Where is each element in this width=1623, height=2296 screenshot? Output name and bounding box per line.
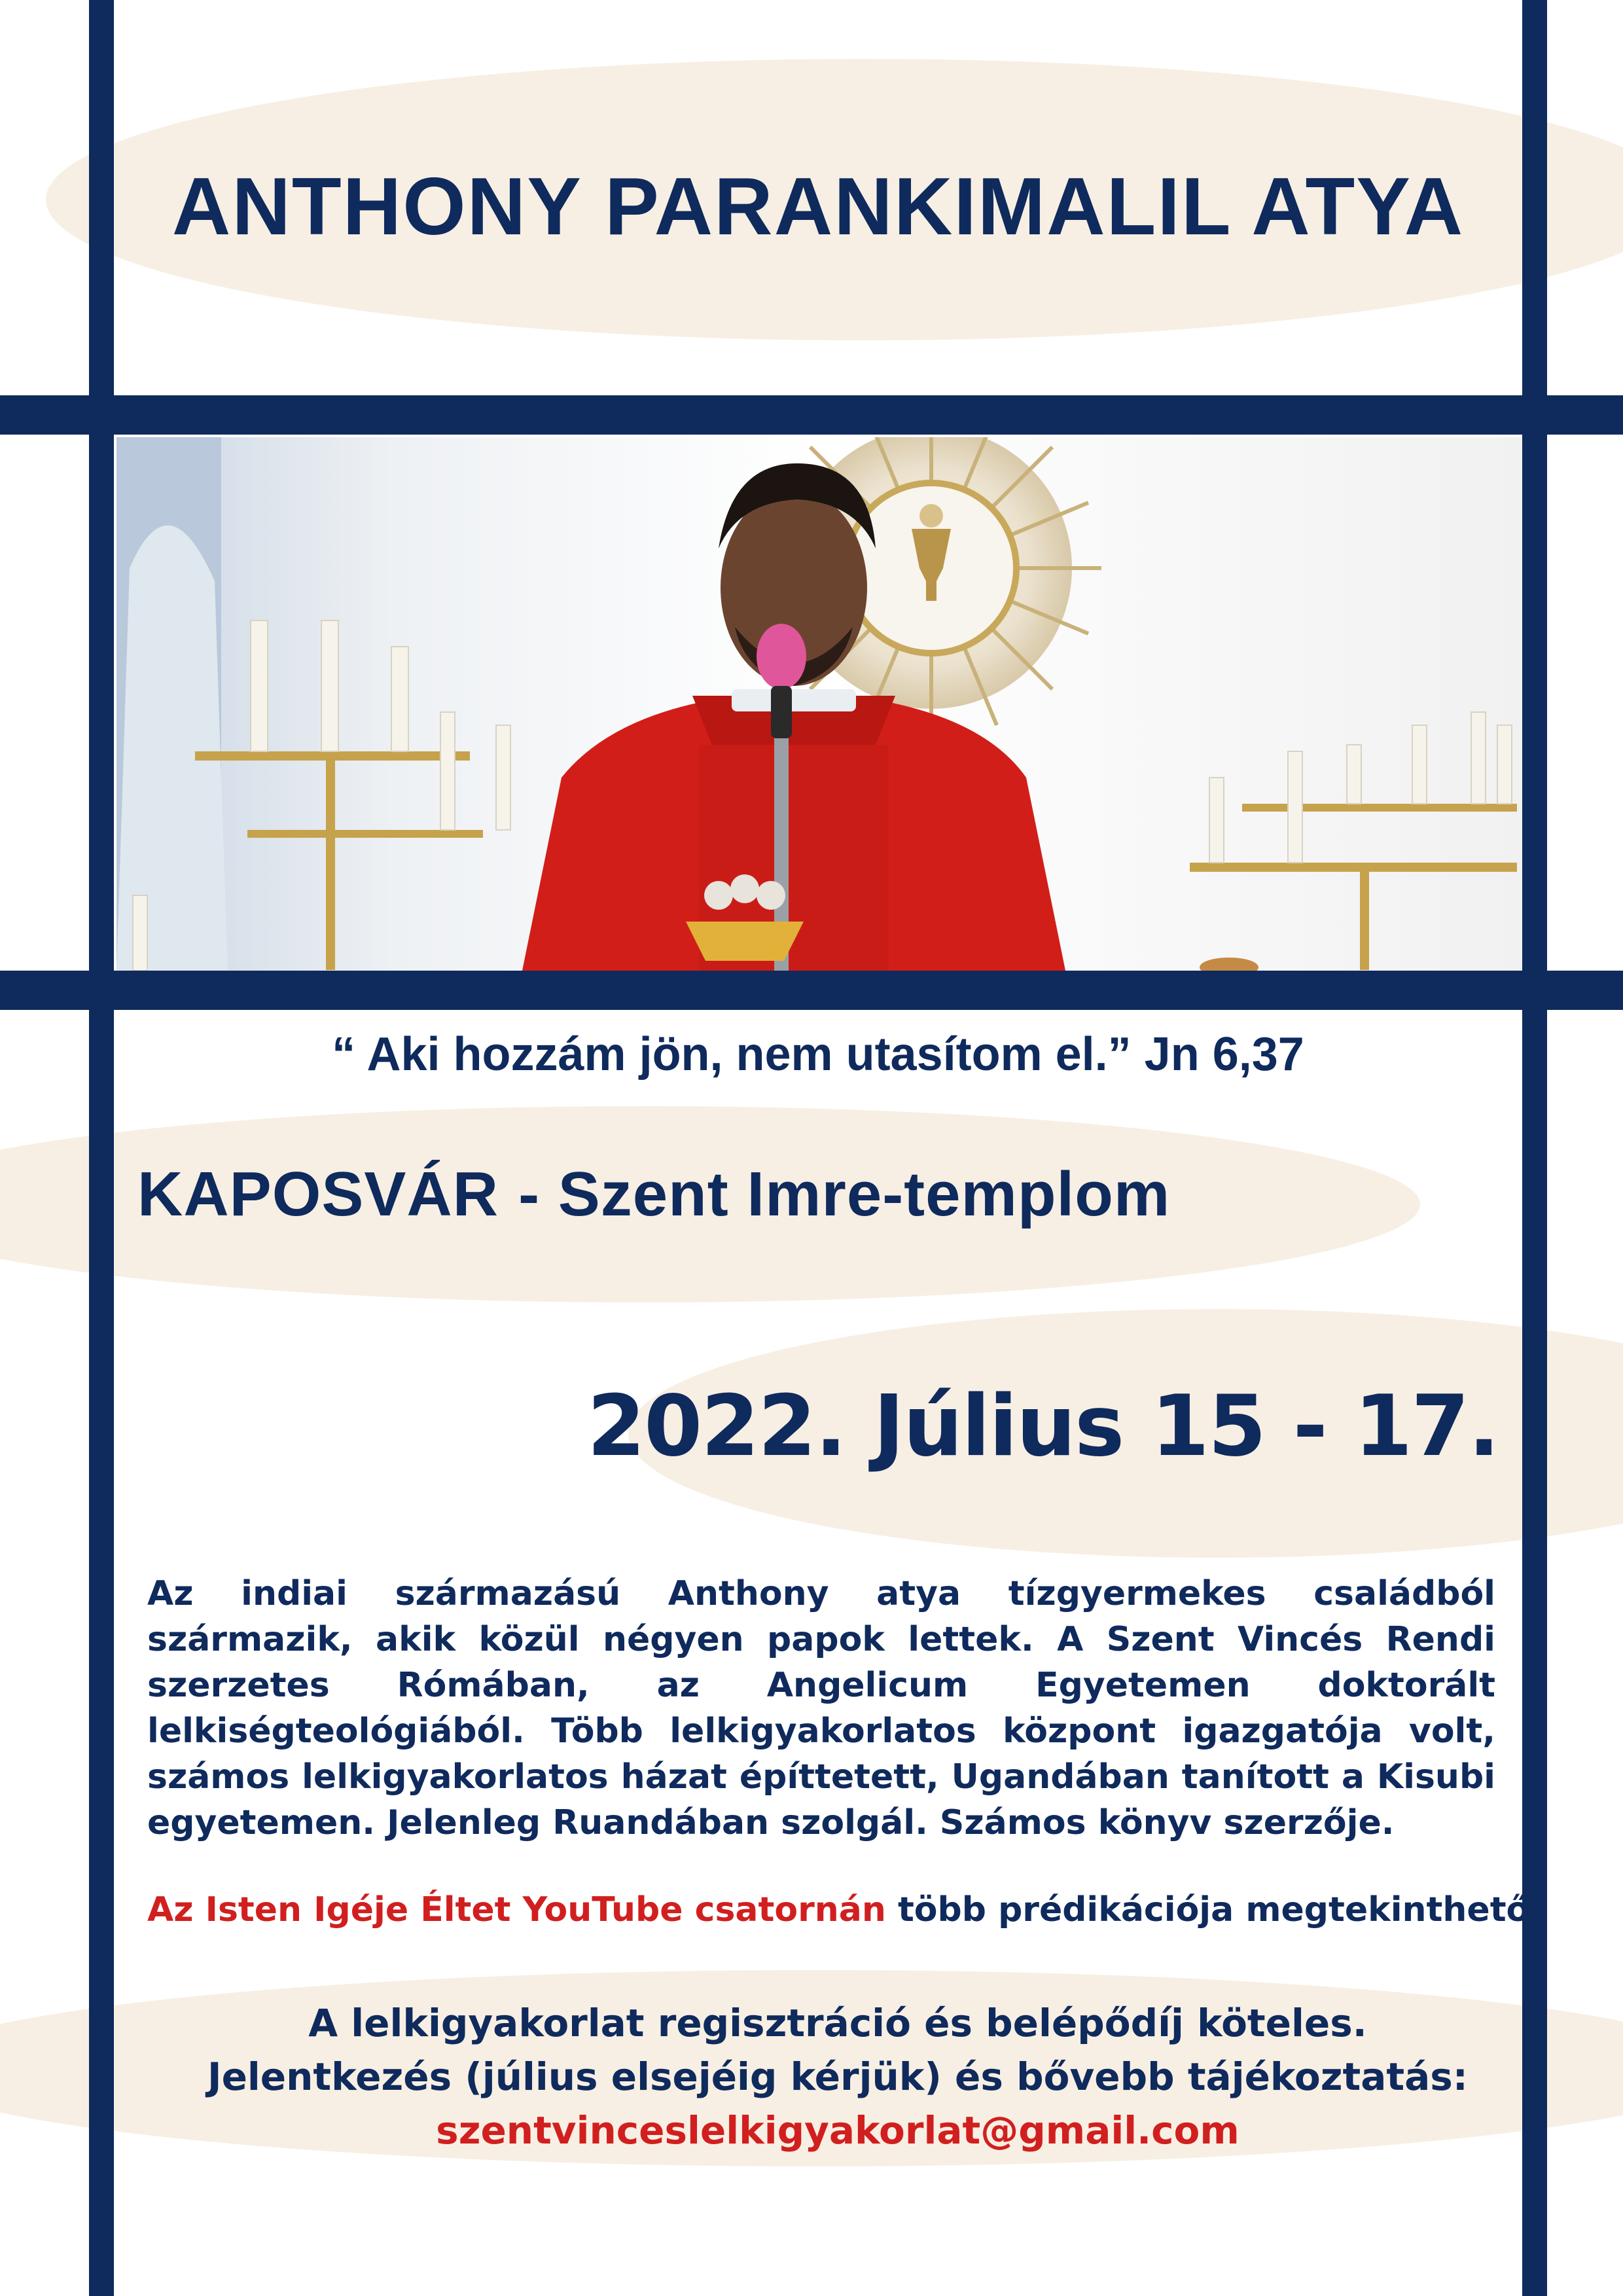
- registration-line-1: A lelkigyakorlat regisztráció és belépődíj köteles.: [308, 2001, 1367, 2045]
- location-church: - Szent Imre-templom: [518, 1159, 1171, 1229]
- event-location: [137, 1158, 1170, 1230]
- event-date: 2022. Július 15 - 17.: [587, 1378, 1499, 1475]
- youtube-line: [147, 1890, 1543, 1929]
- youtube-line-rest: több prédikációja megtekinthető.: [885, 1890, 1543, 1929]
- top-divider-bar: [0, 395, 1623, 435]
- left-frame-bar: [89, 0, 114, 2296]
- registration-line-2: Jelentkezés (július elsejéig kérjük) és bővebb tájékoztatás:: [207, 2054, 1468, 2099]
- contact-email-link[interactable]: szentvinceslelkigyakorlat@gmail.com: [436, 2108, 1240, 2153]
- bottom-divider-bar: [0, 971, 1623, 1010]
- location-city: KAPOSVÁR: [137, 1159, 499, 1229]
- page-title: ANTHONY PARANKIMALIL ATYA: [171, 162, 1465, 252]
- priest-preaching-icon: [116, 437, 1522, 971]
- bio-paragraph: Az indiai származású Anthony atya tízgyermekes családból származik, akik közül négyen papok lettek. A Szent Vincés Rendi szerzetes Rómában, az Angelicum Egyetemen doktorált lelkiségteológiából. Több lelkigyakorlatos központ igazgatója volt, számos lelkigyakorlatos házat építtetett, Ugandában tanított a Kisubi egyetemen. Jelenleg Ruandában szolgál. Számos könyv szerzője.: [147, 1574, 1495, 1842]
- right-frame-bar: [1522, 0, 1547, 2296]
- registration-info: [157, 1996, 1518, 2157]
- youtube-channel-link[interactable]: Az Isten Igéje Éltet YouTube csatornán: [147, 1890, 886, 1929]
- priest-photo: [116, 437, 1522, 971]
- bible-quote: “ Aki hozzám jön, nem utasítom el.” Jn 6,37: [332, 1028, 1304, 1081]
